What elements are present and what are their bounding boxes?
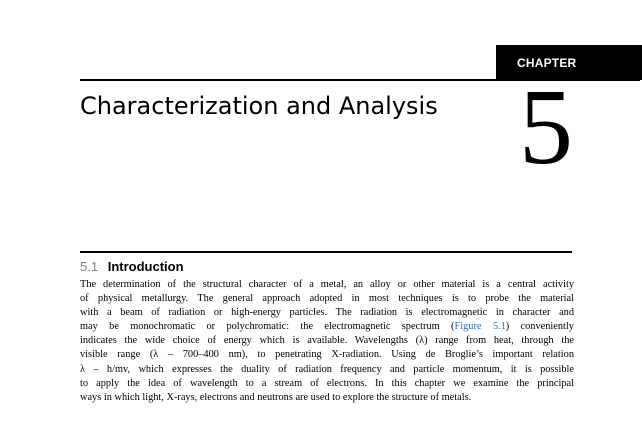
body-line: with a beam of radiation or high-energy particles. The radiation is electromagnetic in character and — [80, 307, 574, 319]
body-line: indicates the wide choice of energy which is available. Wavelengths (λ) range from heat, through the — [80, 335, 574, 347]
section-rule — [80, 251, 572, 253]
section-title: Introduction — [107, 259, 184, 274]
body-line: The determination of the structural character of a metal, an alloy or other material is a central activity — [80, 279, 574, 290]
chapter-title: Characterization and Analysis — [80, 92, 438, 120]
body-line: of physical metallurgy. The general approach adopted in most techniques is to probe the material — [80, 293, 574, 305]
body-paragraph — [80, 278, 574, 405]
body-line: ways in which light, X-rays, electrons and neutrons are used to explore the structure of metals. — [80, 391, 472, 403]
body-line: λ – h/mv, which expresses the duality of radiation frequency and particle momentum, it is possible — [80, 363, 574, 375]
body-line-text: may be monochromatic or polychromatic: the electromagnetic spectrum ( — [80, 321, 455, 333]
body-line: to apply the idea of wavelength to a stream of electrons. In this chapter we examine the principal — [80, 377, 574, 389]
body-line: visible range (λ – 700–400 nm), to penetrating X-radiation. Using de Broglie’s important relation — [80, 349, 574, 361]
section-heading — [80, 259, 184, 274]
chapter-number: 5 — [519, 68, 573, 187]
section-number: 5.1 — [80, 259, 99, 274]
chapter-label: CHAPTER — [517, 56, 577, 70]
figure-link[interactable]: Figure 5.1 — [454, 321, 506, 333]
body-line — [80, 320, 574, 334]
body-line-text: ) conveniently — [505, 321, 574, 333]
